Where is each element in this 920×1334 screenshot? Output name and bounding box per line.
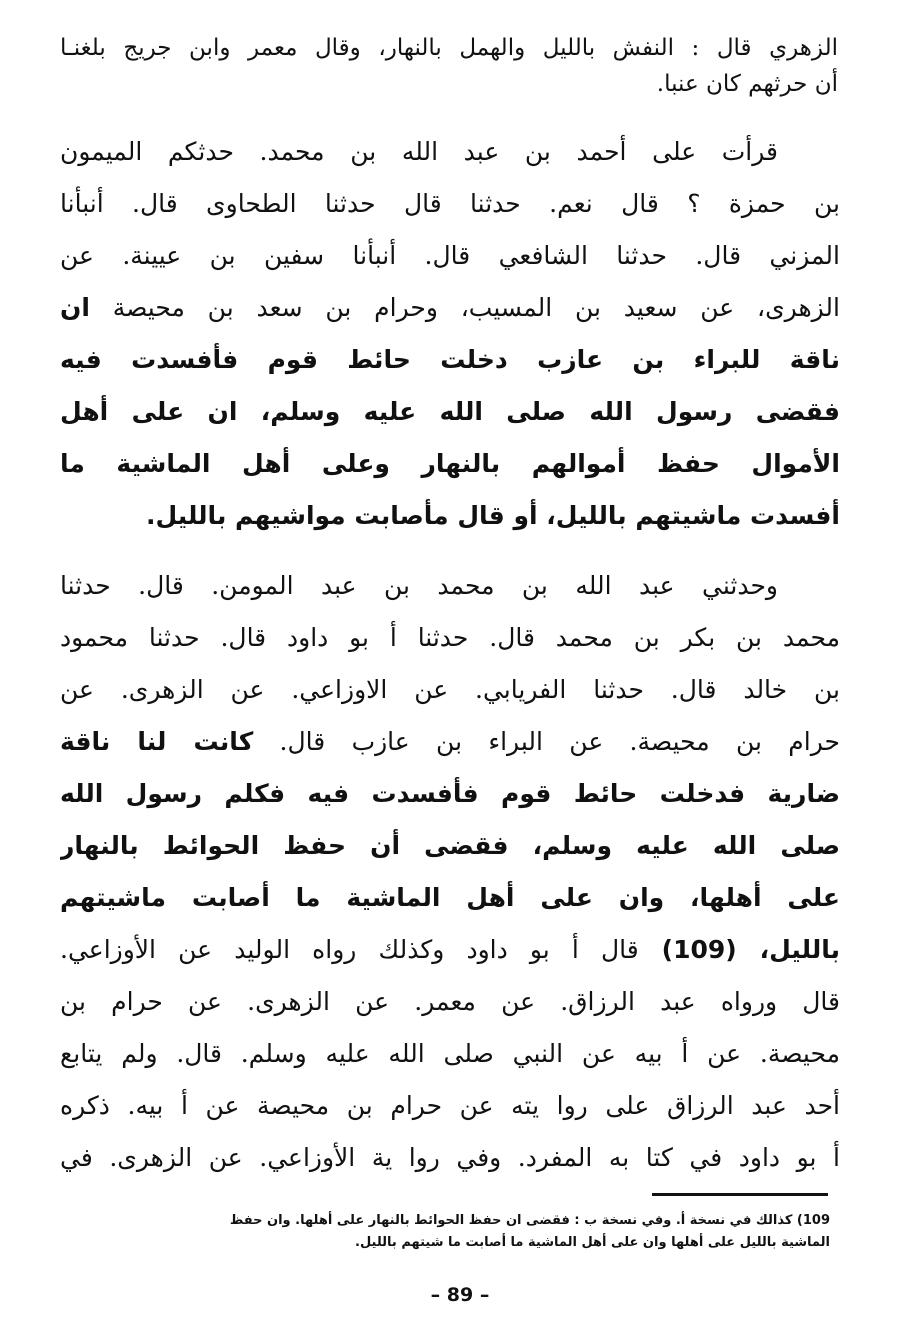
hadith-paragraph-2	[60, 560, 840, 1184]
hadith-paragraph-1	[60, 126, 840, 542]
text-line	[60, 716, 840, 768]
text-line	[60, 490, 840, 542]
text-line	[60, 872, 840, 924]
bold-text-segment: أفسدت ماشيتهم بالليل، أو قال مأصابت مواشيهم بالليل.	[145, 501, 840, 530]
text-line	[60, 560, 840, 612]
bold-text-segment: صلى الله عليه وسلم، فقضى أن حفظ الحوائط بالنهار	[60, 831, 840, 860]
text-line	[60, 976, 840, 1028]
text-segment: قرأت على أحمد بن عبد الله بن محمد. حدثكم الميمون	[60, 137, 778, 166]
text-line	[60, 126, 840, 178]
text-segment: الزهرى، عن سعيد بن المسيب، وحرام بن سعد بن محيصة	[89, 293, 840, 322]
continuation-paragraph	[60, 30, 838, 102]
bold-text-segment: الأموال حفظ أموالهم بالنهار وعلى أهل الماشية ما	[60, 449, 840, 478]
bold-text-segment: على أهلها، وان على أهل الماشية ما أصابت ماشيتهم	[60, 883, 840, 912]
text-line	[60, 664, 840, 716]
text-line	[60, 334, 840, 386]
text-segment: محيصة. عن أ بيه عن النبي صلى الله عليه وسلم. قال. ولم يتابع	[60, 1039, 840, 1068]
text-line	[60, 1132, 840, 1184]
footnote-line: الماشية بالليل على أهلها وان على أهل الماشية ما أصابت ما شيتهم بالليل.	[355, 1235, 830, 1250]
text-line	[60, 438, 840, 490]
bold-text-segment: فقضى رسول الله صلى الله عليه وسلم، ان على أهل	[60, 397, 840, 426]
page-body	[60, 30, 840, 1184]
bold-text-segment: ان	[60, 293, 90, 322]
text-segment: وحدثني عبد الله بن محمد بن عبد المومن. قال. حدثنا	[60, 571, 778, 600]
text-segment: محمد بن بكر بن محمد قال. حدثنا أ بو داود قال. حدثنا محمود	[60, 623, 840, 652]
footnote	[150, 1210, 830, 1254]
text-line	[60, 386, 840, 438]
text-segment: أحد عبد الرزاق على روا يته عن حرام بن محيصة عن أ بيه. ذكره	[60, 1091, 840, 1120]
footnote-divider	[652, 1193, 828, 1196]
text-line	[60, 820, 840, 872]
text-line	[60, 612, 840, 664]
text-line	[60, 178, 840, 230]
text-line: الزهري قال : النفش بالليل والهمل بالنهار، وقال معمر وابن جريج بلغنـا	[60, 35, 838, 61]
text-line	[60, 230, 840, 282]
bold-text-segment: كانت لنا ناقة	[60, 727, 254, 756]
text-line	[60, 1028, 840, 1080]
bold-text-segment: بالليل، (109)	[638, 935, 840, 964]
text-segment: قال ورواه عبد الرزاق. عن معمر. عن الزهرى. عن حرام بن	[60, 987, 840, 1016]
bold-text-segment: ناقة للبراء بن عازب دخلت حائط قوم فأفسدت فيه	[60, 345, 840, 374]
text-segment: بن خالد قال. حدثنا الفريابي. عن الاوزاعي. عن الزهرى. عن	[60, 675, 840, 704]
text-segment: قال أ بو داود وكذلك رواه الوليد عن الأوزاعي.	[60, 935, 639, 964]
text-line	[60, 282, 840, 334]
footnote-line: 109) كذالك في نسخة أ. وفي نسخة ب : فقضى ان حفظ الحوائط بالنهار على أهلها. وان حفظ	[229, 1213, 830, 1228]
text-segment: أ بو داود في كتا به المفرد. وفي روا ية الأوزاعي. عن الزهرى. في	[60, 1143, 840, 1172]
text-line	[60, 768, 840, 820]
text-segment: حرام بن محيصة. عن البراء بن عازب قال.	[253, 727, 840, 756]
bold-text-segment: ضارية فدخلت حائط قوم فأفسدت فيه فكلم رسول الله	[60, 779, 840, 808]
text-line: أن حرثهم كان عنبا.	[656, 71, 838, 97]
page-number: – 89 –	[430, 1284, 490, 1306]
text-segment: المزني قال. حدثنا الشافعي قال. أنبأنا سفين بن عيينة. عن	[60, 241, 840, 270]
text-line	[60, 1080, 840, 1132]
text-line	[60, 924, 840, 976]
text-segment: بن حمزة ؟ قال نعم. حدثنا قال حدثنا الطحاوى قال. أنبأنا	[60, 189, 840, 218]
